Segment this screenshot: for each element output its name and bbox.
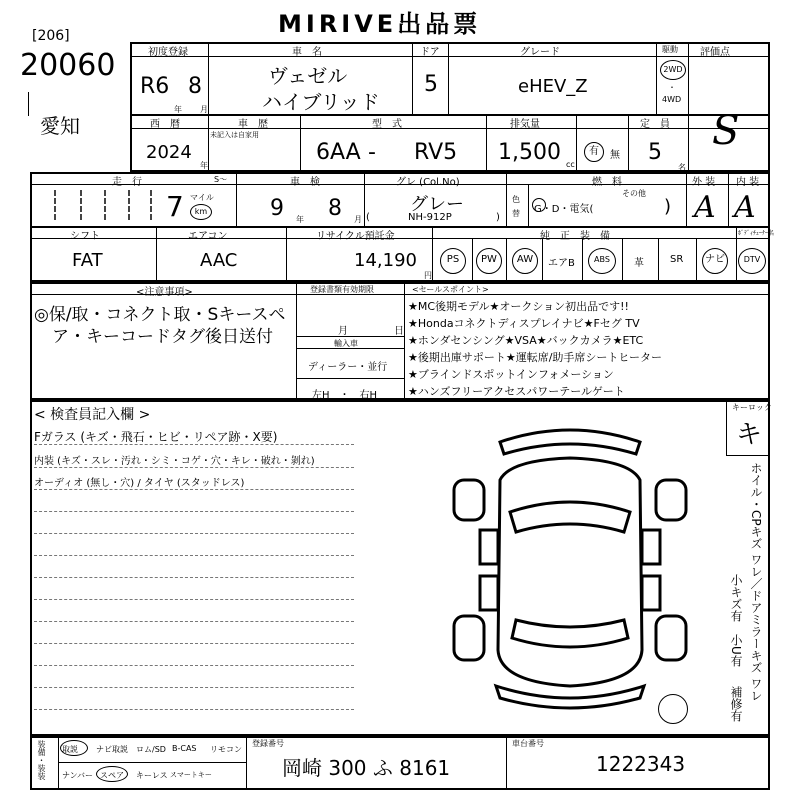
fuel-other: その他 <box>622 189 646 198</box>
drive-4wd: 4WD <box>662 95 682 104</box>
h-plate: 登録番号 <box>252 739 284 748</box>
sales-point-3: ★ホンダセンシング★VSA★バックカメラ★ETC <box>408 334 644 347</box>
h-chassis: 車台番号 <box>512 739 544 748</box>
key-lock-value: キ <box>736 420 763 450</box>
shift-value: FAT <box>72 250 103 271</box>
key-lock-label: キーロック <box>732 403 772 412</box>
h-options-right: ﾎﾞﾃﾞｨﾁｭｰﾅｰ名 <box>738 230 775 237</box>
option-abs-circle: ABS <box>588 248 616 274</box>
inspection-line-3: オーディオ (無し・穴) / タイヤ (スタッドレス) <box>34 478 245 489</box>
equip-smartkey: スマートキー <box>170 771 212 779</box>
h-type: 型 式 <box>372 119 402 130</box>
h-shaken-history: 車 歴 <box>238 119 268 130</box>
score-value: S <box>712 108 740 154</box>
doors-value: 5 <box>424 72 438 97</box>
sales-point-6: ★ハンズフリーアクセスパワーテールゲート <box>408 385 625 398</box>
unit-year-2: 年 <box>200 161 208 170</box>
displacement-value: 1,500 <box>498 140 561 165</box>
h-recycle: リサイクル預託金 <box>316 231 395 242</box>
vertical-sub-1: 小キズ有 小U有 <box>729 574 743 667</box>
notes-line1: ◎保/取・コネクト取・Sキースペ <box>34 305 286 325</box>
plate-value: 岡崎 300 ふ 8161 <box>282 756 451 780</box>
turbo-yes-circle: 有 <box>584 142 604 162</box>
drive-2wd-circle: 2WD <box>660 60 686 80</box>
h-capacity: 定 員 <box>640 119 670 130</box>
vertical-notes: ホイル・CPキズ ワレ／ドアミラーキズ ワレ <box>749 462 763 702</box>
h-aircon: エアコン <box>188 231 228 242</box>
model-name-line2: ハイブリッド <box>262 90 380 114</box>
shaken-sub: 未記入は自家用 <box>210 131 259 139</box>
option-airbag: エアB <box>548 258 575 269</box>
h-drive: 駆動 <box>662 45 678 54</box>
unit-yen: 円 <box>424 271 432 280</box>
import-handle: 左H ・ 右H <box>312 390 378 401</box>
import-dealer: ディーラー・並行 <box>308 362 388 373</box>
unit-km-circle: km <box>190 204 212 220</box>
model-name-line1: ヴェゼル <box>268 64 348 88</box>
car-damage-diagram <box>440 420 700 720</box>
spare-circle-bottom <box>96 766 128 782</box>
option-aw: AW <box>512 248 538 274</box>
unit-month-1: 月 <box>200 105 208 114</box>
option-leather: 革 <box>634 258 644 269</box>
color-no: NH-912P <box>408 212 452 223</box>
option-dtv: DTV <box>738 248 766 274</box>
color-paren-close: ) <box>496 212 500 223</box>
unit-cc: cc <box>566 160 575 169</box>
h-score: 評価点 <box>700 47 730 58</box>
option-pw: PW <box>476 248 502 274</box>
option-ps: PS <box>440 248 466 274</box>
shaken-month: 8 <box>328 196 342 221</box>
sales-point-2: ★Hondaコネクトディスプレイナビ★Fセグ TV <box>408 317 640 330</box>
equip-navi-manual: ナビ取説 <box>96 745 128 754</box>
type-code: RV5 <box>414 140 458 165</box>
recycle-value: 14,190 <box>354 250 417 271</box>
manual-circle <box>60 740 88 756</box>
option-navi: ナビ <box>702 248 728 274</box>
h-shift: シフト <box>70 231 100 242</box>
h-valid: 登録書類有効期限 <box>310 285 374 294</box>
first-reg-era: R6 <box>140 74 170 99</box>
equip-plate: ナンバー <box>62 771 94 780</box>
unit-month-3: 月 <box>354 215 362 224</box>
valid-day: 日 <box>394 326 404 337</box>
aircon-value: AAC <box>200 250 238 271</box>
lot-divider <box>28 92 29 116</box>
h-options: 純 正 装 備 <box>540 231 610 242</box>
inspection-line-1: Fガラス (キズ・飛石・ヒビ・リペア跡・X要) <box>34 430 278 444</box>
color-change-1: 色 <box>512 195 520 204</box>
fuel-close: ) <box>664 196 672 217</box>
h-mileage: 走 行 <box>112 177 142 188</box>
turbo-no: 無 <box>610 150 620 161</box>
h-doors: ドア <box>420 47 440 58</box>
sheet-title: MIRIVE出品票 <box>278 10 482 38</box>
valid-month: 月 <box>338 326 348 337</box>
interior-value: A <box>734 190 756 225</box>
h-fuel: 燃 料 <box>592 177 622 188</box>
mileage-digit: 7 <box>166 190 184 223</box>
sales-point-1: ★MC後期モデル★オークション初出品です!! <box>408 300 629 313</box>
equip-rom-sd: ロム/SD <box>136 745 166 754</box>
h-interior: 内 装 <box>736 177 760 188</box>
option-sr: SR <box>670 254 684 265</box>
exterior-value: A <box>694 190 716 225</box>
lot-number: 20060 <box>20 48 116 83</box>
h-import: 輸入車 <box>334 339 358 348</box>
unit-year-3: 年 <box>296 215 304 224</box>
shaken-year: 9 <box>270 196 284 221</box>
first-reg-month: 8 <box>188 74 202 99</box>
h-exterior: 外 装 <box>692 177 716 188</box>
capacity-value: 5 <box>648 140 662 165</box>
h-grade: グレード <box>520 47 560 58</box>
chassis-value: 1222343 <box>596 752 686 776</box>
color-change-2: 替 <box>512 209 520 218</box>
inspection-line-2: 内装 (キズ・スレ・汚れ・シミ・コゲ・穴・キレ・破れ・剝れ) <box>34 456 315 467</box>
notes-line2: ア・キーコードタグ後日送付 <box>52 327 273 347</box>
equip-remote: リモコン <box>210 745 242 754</box>
fuel-g-circle <box>532 198 546 212</box>
h-notes: <注意事項> <box>136 287 193 298</box>
h-seireki: 西 暦 <box>150 119 180 130</box>
equip-keyless: キーレス <box>136 771 168 780</box>
equip-manual: 取説 <box>62 745 78 754</box>
h-model-name: 車 名 <box>292 47 322 58</box>
region-label: 愛知 <box>40 114 80 138</box>
unit-paren: ( <box>366 212 370 223</box>
sales-point-4: ★後期出庫サポート★運転席/助手席シートヒーター <box>408 351 662 364</box>
unit-mile: マイル <box>190 193 214 202</box>
type-dash: - <box>368 140 376 165</box>
spare-circle <box>658 694 688 724</box>
year-value: 2024 <box>146 142 192 163</box>
equip-bcas: B-CAS <box>172 744 197 753</box>
color-value: グレー <box>410 194 464 215</box>
h-color: グレ (Col.No) <box>396 177 460 188</box>
unit-year-1: 年 <box>174 105 182 114</box>
drive-dot: ・ <box>668 83 676 92</box>
h-displacement: 排気量 <box>510 119 540 130</box>
h-sales: <セールスポイント> <box>412 285 489 294</box>
type-prefix: 6AA <box>316 140 361 165</box>
h-first-reg: 初度登録 <box>148 47 188 58</box>
h-shaken-exp: 車 検 <box>290 177 320 188</box>
vertical-sub-2: 補修有 <box>729 686 743 722</box>
equip-spare: スペア <box>100 771 124 780</box>
grade-value: eHEV_Z <box>518 76 588 97</box>
small-s: S〜 <box>214 175 228 184</box>
lot-bracket: [206] <box>32 28 70 44</box>
fuel-options: G・D・電気( <box>534 204 594 215</box>
bottom-left-label: 装備・装装 <box>37 740 46 780</box>
inspection-title: < 検査員記入欄 > <box>34 407 151 423</box>
unit-person: 名 <box>678 163 686 172</box>
sales-point-5: ★ブラインドスポットインフォメーション <box>408 368 614 381</box>
